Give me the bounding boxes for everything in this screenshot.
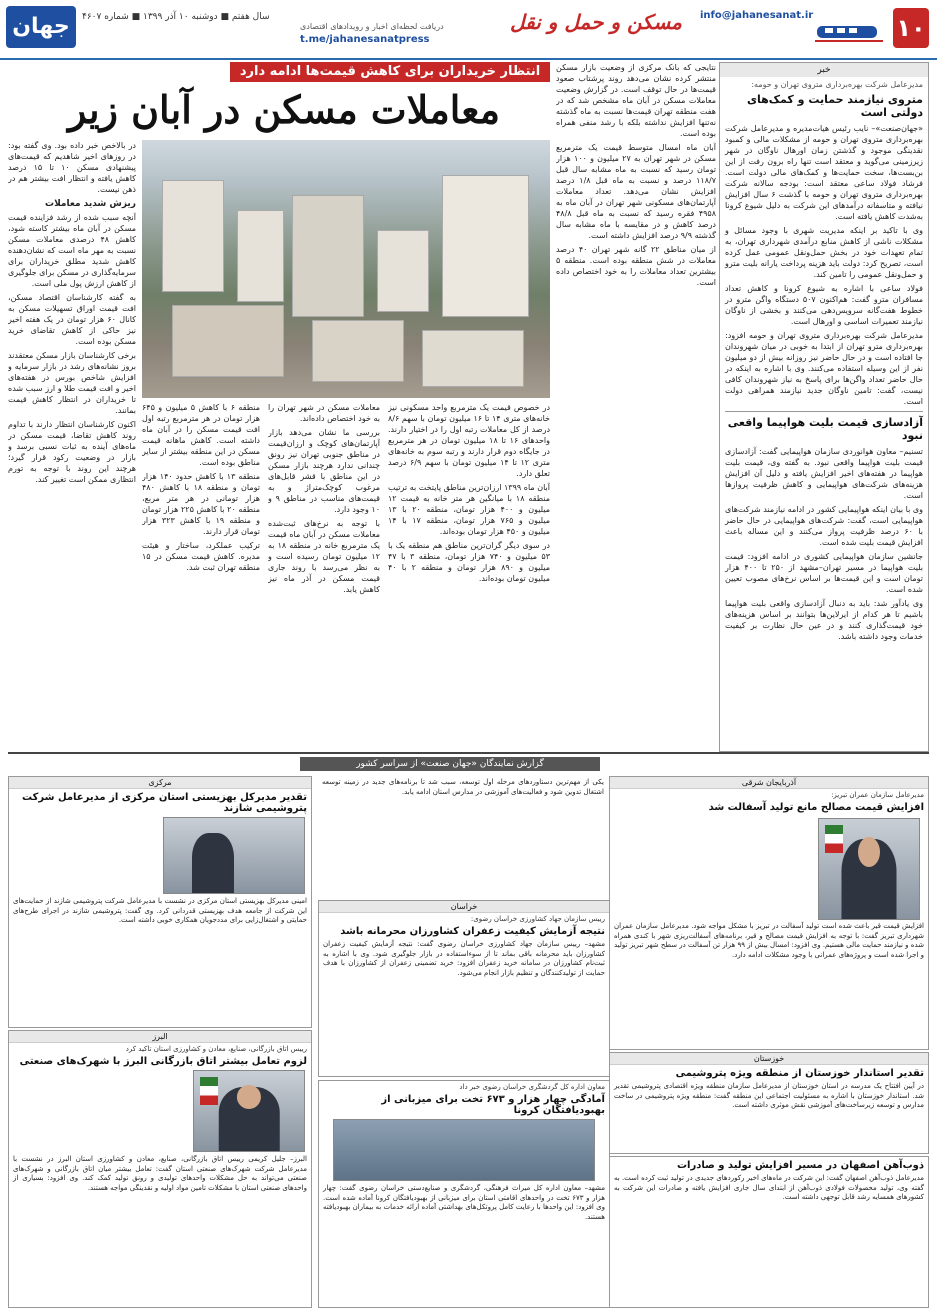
story-paragraph: در خصوص قیمت یک مترمربع واحد مسکونی نیز خانه‌های متری ۱۴ تا ۱۶ میلیون تومان با سهم ۸/۶ درصد از کل معاملات رتبه اول را در اختیار دارند. واحدهای ۱۶ تا ۱۸ میلیون تومان در هر مترمربع در جایگاه دوم قرار دارند و رتبه سوم به خانه‌های متری ۱۲ تا ۱۴ میلیون تومان با سهم ۶/۹ درصد تعلق دارد. [388, 403, 550, 478]
news-paragraph: «جهان‌صنعت»– نایب رئیس هیات‌مدیره و مدیرعامل شرکت بهره‌برداری متروی تهران و حومه از مشکلات مالی و کمبود نقدینگی موجود و گذشتن زمان اورهال ناوگان در شهر زیرزمینی می‌گوید و معتقد است تنها راه برون رفت از این بن‌بست‌ها، سخت حمایت‌ها و کمک‌های مالی دولت است. فرشاد فولاد ساعی معتقد است: بودجه سالانه شرکت بهره‌برداری متروی تهران و حومه با گذشت ۶ سال افزایش نیافته و متاسفانه درآمدهای این شرکت به دلیل شیوع کرونا به‌شدت کاهش یافته است. [725, 124, 924, 221]
story-column-1 [556, 62, 716, 742]
story-paragraph: از میان مناطق ۲۲ گانه شهر تهران ۴۰ درصد معاملات در شش منطقه بوده است. منطقه ۵ بیشترین تعداد معاملات را به خود اختصاص داده است. [556, 245, 716, 287]
story-paragraph: آنچه سبب شده از رشد فزاینده قیمت مسکن در آبان ماه بیشتر کاسته شود، کاهش ۴۸ درصدی معاملات مسکن نسبت به مهر ماه است که نشان‌دهنده کاهش شدید مطلق خریداران برای سرمایه‌گذاری در مسکن برای جلوگیری از کاهش ارزش پول ملی است. [8, 213, 136, 288]
story-paragraph: با توجه به نرخ‌های ثبت‌شده معاملات مسکن در آبان ماه قیمت یک مترمربع خانه در منطقه ۱۸ به ۱۲ میلیون تومان رسیده است و به نظر می‌رسد با روند جاری قیمت مسکن در آذر ماه نیز کاهش یابد. [268, 519, 380, 594]
telegram-label: دریافت لحظه‌ای اخبار و رویدادهای اقتصادی [300, 22, 444, 31]
box-paragraph: در آیین افتتاح یک مدرسه در استان خوزستان از مدیرعامل سازمان منطقه ویژه اقتصادی پتروشیمی تقدیر شد. استاندار خوزستان با اشاره به مسئولیت اجتماعی این منطقه گفت: منطقه ویژه پتروشیمی در ساخت مدارس و توسعه زیرساخت‌های آموزشی نقش موثری داشته است. [614, 1082, 924, 1109]
official-photo [818, 818, 920, 920]
news-paragraph: جانشین سازمان هواپیمایی کشوری در ادامه افزود: قیمت بلیت هواپیما در مسیر تهران–مشهد از ۲۵۰ تا ۴۰۰ هزار تومان است و این قیمت‌ها بر اساس نرخ‌های مصوب تعیین شده است. [725, 552, 923, 594]
story-column-5 [8, 140, 136, 742]
story-column-2 [388, 402, 550, 742]
box-tag: خراسان [319, 901, 609, 913]
email-address[interactable]: info@jahanesanat.ir [700, 10, 814, 21]
city-photo [142, 140, 550, 398]
story-subheading: ریزش شدید معاملات [45, 199, 136, 209]
box-kicker: مدیرعامل سازمان عمران تبریز: [831, 791, 924, 799]
story-paragraph: برخی کارشناسان بازار مسکن معتقدند بروز نشانه‌های رشد در بازار سرمایه و افزایش شاخص بورس در هفته‌های اخیر و افت قیمت طلا و ارز سبب شده تا خریداران در انتظار کاهش قیمت بمانند. [8, 351, 136, 415]
story-paragraph: ترکیب عملکرد، ساختار و هیئت مدیره. کاهش قیمت مسکن در ۱۵ منطقه تهران ثبت شد. [142, 541, 260, 572]
khorasan-tourism-box [318, 1080, 610, 1308]
khorasan-box [318, 900, 610, 1077]
news-subtitle: آزادسازی قیمت بلیت هواپیما واقعی نبود [725, 411, 923, 442]
story-column-4 [142, 402, 260, 742]
story-paragraph: در سوی دیگر گران‌ترین مناطق هم منطقه یک با ۵۳ میلیون و ۷۴۰ هزار تومان، منطقه ۳ با ۴۷ میلیون و ۸۹۰ هزار تومان و منطقه ۲ با ۴۰ میلیون تومان بوده‌اند. [388, 541, 550, 583]
story-paragraph: به گفته کارشناسان اقتصاد مسکن، افت قیمت اوراق تسهیلات مسکن به کانال ۶۰ هزار تومان در یک هفته اخیر نیز حاکی از کاهش تقاضای خرید مسکن بوده است. [8, 293, 136, 346]
story-paragraph: آبان ماه امسال متوسط قیمت یک مترمربع مسکن در شهر تهران به ۲۷ میلیون و ۱۰۰ هزار تومان رسید که نسبت به ماه مشابه سال قبل ۱۱۸/۷ درصد و نسبت به ماه قبل ۱/۸ درصد افزایش نشان می‌دهد. تعداد معاملات آپارتمان‌های مسکونی شهر تهران در آبان ماه به ۴۹۵۸ فقره رسید که نسبت به ماه قبل ۴۸/۸ درصد کاهش و در مقایسه با ماه مشابه سال گذشته ۹/۹ درصد افزایش داشته است. [556, 143, 716, 240]
story-paragraph: آبان ماه ۱۳۹۹ ارزان‌ترین مناطق پایتخت به ترتیب منطقه ۱۸ با میانگین هر متر خانه به قیمت ۱۲ میلیون و ۴۰۰ هزار تومان، منطقه ۲۰ با ۱۳ میلیون و ۷۶۵ هزار تومان، منطقه ۱۷ با ۱۴ میلیون و ۴۵۰ هزار تومان بوده‌اند. [388, 483, 550, 536]
story-paragraph: در بالاخص خبر داده بود. وی گفته بود: در روزهای اخیر شاهدیم که قیمت‌های پیشنهادی مسکن ۱۰ تا ۱۵ درصد کاهش یافته و انتظار افت بیشتر هم در ذهن نیست. [8, 141, 136, 194]
story-paragraph: اکنون کارشناسان انتظار دارند با تداوم روند کاهش تقاضا، قیمت مسکن در ماه‌های آینده به ثبات نسبی برسد و بازار در وضعیت رکود قرار گیرد؛ هرچند این روند با توجه به تورم انتظاری ممکن است تغییر کند. [8, 420, 136, 484]
page-header [0, 0, 937, 60]
alborz-box [8, 1030, 312, 1308]
box-paragraph: یکی از مهم‌ترین دستاوردهای مرحله اول توسعه، سبب شد تا برنامه‌های جدید در زمینه توسعه اشتغال تدوین شود و فعالیت‌های آموزشی در مدارس استان ادامه یابد. [322, 778, 604, 796]
regional-banner: گزارش نمایندگان «جهان صنعت» از سراسر کشور [300, 757, 600, 771]
isfahan-box [609, 1156, 929, 1308]
box-kicker: معاون اداره کل گردشگری خراسان رضوی خبر داد [459, 1083, 605, 1091]
news-paragraph: وی با بیان اینکه هواپیمایی کشور در ادامه نیازمند شرکت‌های هواپیمایی است، گفت: شرکت‌های هواپیمایی در حال حاضر با ۶۰ درصد ظرفیت پرواز می‌کنند و این مساله باعث افزایش قیمت بلیت شده است. [725, 505, 923, 547]
train-icon [815, 18, 885, 44]
page-number: ۱۰ [893, 8, 929, 48]
story-column-3 [268, 402, 380, 742]
box-kicker: رییس سازمان جهاد کشاورزی خراسان رضوی: [470, 915, 605, 923]
meeting-photo [163, 817, 305, 894]
issue-line: سال هفتم ■ دوشنبه ۱۰ آذر ۱۳۹۹ ■ شماره ۴۶۰۷ [82, 12, 270, 22]
official-photo [193, 1070, 305, 1152]
story-kicker: انتظار خریداران برای کاهش قیمت‌ها ادامه دارد [230, 62, 550, 82]
box-paragraph: مشهد– معاون اداره کل میراث فرهنگی، گردشگری و صنایع‌دستی خراسان رضوی گفت: چهار هزار و ۶۷۳ تخت در واحدهای اقامتی استان برای میزبانی از بهبودیافتگان کرونا آماده شده است. وی افزود: این واحدها با رعایت کامل پروتکل‌های بهداشتی آماده ارائه خدمات به بیماران بهبودیافته هستند. [323, 1184, 605, 1221]
newspaper-logo: جهان صنعت [6, 6, 76, 48]
news-paragraph: وی با تاکید بر اینکه مدیریت شهری با وجود مسائل و مشکلات ناشی از کاهش منابع درآمدی شهرداری تهران، به تمام تعهدات خود در بخش حمل‌ونقل عمومی عمل کرده است، تصریح کرد: دولت باید هزینه پرداخت یارانه بلیت مترو و حمل‌ونقل عمومی را تامین کند. [725, 226, 923, 279]
box-paragraph: امینی مدیرکل بهزیستی استان مرکزی در نشست با مدیرعامل شرکت پتروشیمی شازند از حمایت‌های این شرکت از جامعه هدف بهزیستی قدردانی کرد. وی گفت: پتروشیمی شازند در اجرای طرح‌های حمایتی و اشتغال‌زایی برای مددجویان همکاری خوبی داشته است. [13, 897, 307, 924]
azarbaijan-box [609, 776, 929, 1050]
box-title: افزایش قیمت مصالح مانع تولید آسفالت شد [708, 802, 924, 813]
intro-box [318, 776, 608, 896]
khuzestan-box [609, 1052, 929, 1154]
news-paragraph: مدیرعامل شرکت بهره‌برداری متروی تهران و حومه افزود: بهره‌برداری مترو تهران از ابتدا به خوبی در میان شهروندان جا افتاده است و در حال حاضر نیز روزانه بیش از دو میلیون نفر از این وسیله استفاده می‌کنند. وی با اشاره به اینکه در حال حاضر تعداد واگن‌ها برای پاسخ به نیاز شهروندان کافی نیست، گفت: تامین ناوگان جدید نیازمند همراهی دولت است. [725, 331, 923, 406]
story-paragraph: بررسی ما نشان می‌دهد بازار آپارتمان‌های کوچک و ارزان‌قیمت در مناطق جنوبی تهران نیز رونق چندانی ندارد هرچند بازار مسکن در این مناطق با قشر قابل‌های مرغوب کوچک‌متراژ و به قیمت‌های مناسب در مناطق ۹ و ۱۰ وجود دارد. [268, 428, 380, 514]
box-title: تقدیر استاندار خوزستان از منطقه ویژه پتروشیمی [675, 1068, 924, 1079]
section-title: مسکن و حمل و نقل [510, 10, 682, 34]
news-paragraph: وی یادآور شد: باید به دنبال آزادسازی واقعی بلیت هواپیما باشیم تا هر کدام از ایرلاین‌ها بتوانند بر اساس هزینه‌های خود قیمت‌گذاری کنند و در عین حال نظارت بر کیفیت خدمات وجود داشته باشد. [725, 599, 923, 641]
box-tag: البرز [9, 1031, 311, 1043]
box-paragraph: مشهد– رییس سازمان جهاد کشاورزی خراسان رضوی گفت: نتیجه آزمایش کیفیت زعفران کشاورزان باید محرمانه باقی بماند تا از سوءاستفاده در بازار جلوگیری شود. وی با اشاره به ثبت‌نام کشاورزان در سامانه خرید زعفران افزود: خرید تضمینی زعفران از کشاورزان با هدف حمایت از تولیدکنندگان و تنظیم بازار انجام می‌شود. [323, 940, 605, 977]
box-tag: خوزستان [610, 1053, 928, 1065]
box-paragraph: مدیرعامل ذوب‌آهن اصفهان گفت: این شرکت در ماه‌های اخیر رکوردهای جدیدی در تولید ثبت کرده است. به گفته وی، تولید محصولات فولادی ذوب‌آهن از ابتدای سال جاری افزایش یافته و صادرات این شرکت به کشورهای همسایه رشد قابل توجهی داشته است. [614, 1174, 924, 1201]
box-title: آمادگی چهار هزار و ۶۷۳ تخت برای میزبانی از بهبودیافتگان کرونا [381, 1094, 605, 1116]
box-tag: آذربایجان شرقی [610, 777, 928, 789]
markazi-box [8, 776, 312, 1028]
story-paragraph: نتایجی که بانک مرکزی از وضعیت بازار مسکن منتشر کرده نشان می‌دهد روند پرشتاب صعود قیمت‌ها در حال توقف است. در گزارش وضعیت معاملات مسکن در آبان ماه مشخص شد که در هفت منطقه تهران قیمت‌ها نسبت به ماه گذشته نه‌تنها افزایش نداشته بلکه با رشد منفی همراه بوده است. [556, 63, 716, 138]
hotel-photo [333, 1119, 595, 1181]
story-headline: معاملات مسکن در آبان زیر [68, 87, 500, 132]
story-paragraph: منطقه ۱۳ با کاهش حدود ۱۴۰ هزار تومان و منطقه ۱۸ با کاهش ۴۸۰ هزار تومانی در هر متر مربع، منطقه ۲۰ با کاهش ۲۲۵ هزار تومان و منطقه ۱۹ با کاهش ۳۲۳ هزار تومان قرار دارند. [142, 472, 260, 536]
box-title: ذوب‌آهن اصفهان در مسیر افزایش تولید و صادرات [676, 1160, 924, 1171]
news-paragraph: تسنیم– معاون هوانوردی سازمان هواپیمایی گفت: آزادسازی قیمت بلیت هواپیما واقعی نبود. به گفته وی، قیمت بلیت هواپیما در هفته‌های اخیر افزایش یافته و دلیل آن افزایش هزینه‌های شرکت‌های هواپیمایی و کاهش ظرفیت پروازها است. [725, 447, 923, 500]
box-title: لزوم تعامل بیشتر اتاق بازرگانی البرز با شهرک‌های صنعتی [19, 1056, 307, 1067]
news-box [719, 62, 929, 752]
box-kicker: رییس اتاق بازرگانی، صنایع، معادن و کشاورزی استان تاکید کرد [125, 1045, 307, 1053]
box-title: تقدیر مدیرکل بهزیستی استان مرکزی از مدیرعامل شرکت پتروشیمی شازند [22, 792, 307, 814]
news-kicker: مدیرعامل شرکت بهره‌برداری متروی تهران و حومه: [751, 80, 923, 89]
story-paragraph: منطقه ۶ با کاهش ۵ میلیون و ۶۴۵ هزار تومان در هر مترمربع رتبه اول افت قیمت مسکن را در آبان ماه داشته است. کاهش ماهانه قیمت مسکن در این منطقه بیشتر از سایر مناطق بوده است. [142, 403, 260, 467]
story-paragraph: معاملات مسکن در شهر تهران را به خود اختصاص داده‌اند. [268, 403, 380, 423]
telegram-link[interactable]: t.me/jahanesanatpress [300, 34, 430, 45]
news-tag: خبر [720, 63, 928, 77]
news-title: متروی نیازمند حمایت و کمک‌های دولتی است [746, 93, 923, 119]
news-paragraph: فولاد ساعی با اشاره به شیوع کرونا و کاهش تعداد مسافران مترو گفت: هم‌اکنون ۵۰۷ دستگاه واگن مترو در خطوط هفت‌گانه سرویس‌دهی می‌کنند و بخشی از ناوگان نیازمند تعمیرات اساسی و اورهال است. [725, 284, 923, 326]
section-divider [8, 752, 929, 754]
box-paragraph: البرز– جلیل کریمی رییس اتاق بازرگانی، صنایع، معادن و کشاورزی استان البرز در نشست با مدیرعامل شرکت شهرک‌های صنعتی استان گفت: تعامل بیشتر میان اتاق بازرگانی و شهرک‌های صنعتی می‌تواند به حل مشکلات واحدهای تولیدی و رونق تولید کمک کند. وی افزود: بسیاری از واحدهای صنعتی استان با مشکلات تامین مواد اولیه و نقدینگی مواجه هستند. [13, 1155, 307, 1192]
box-paragraph: افزایش قیمت قیر باعث شده است تولید آسفالت در تبریز با مشکل مواجه شود. مدیرعامل سازمان عمران شهرداری تبریز گفت: با توجه به افزایش قیمت مصالح و قیر، برنامه‌های آسفالت‌ریزی شهر با کندی همراه شده و نیازمند حمایت مالی هستیم. وی افزود: امسال بیش از ۹۹ هزار تن آسفالت در سطح شهر تبریز تولید و اجرا شده است و پروژه‌های عمرانی با وجود مشکلات ادامه دارد. [614, 922, 924, 959]
box-title: نتیجه آزمایش کیفیت زعفران کشاورزان محرمانه باشد [340, 926, 605, 937]
box-tag: مرکزی [9, 777, 311, 789]
